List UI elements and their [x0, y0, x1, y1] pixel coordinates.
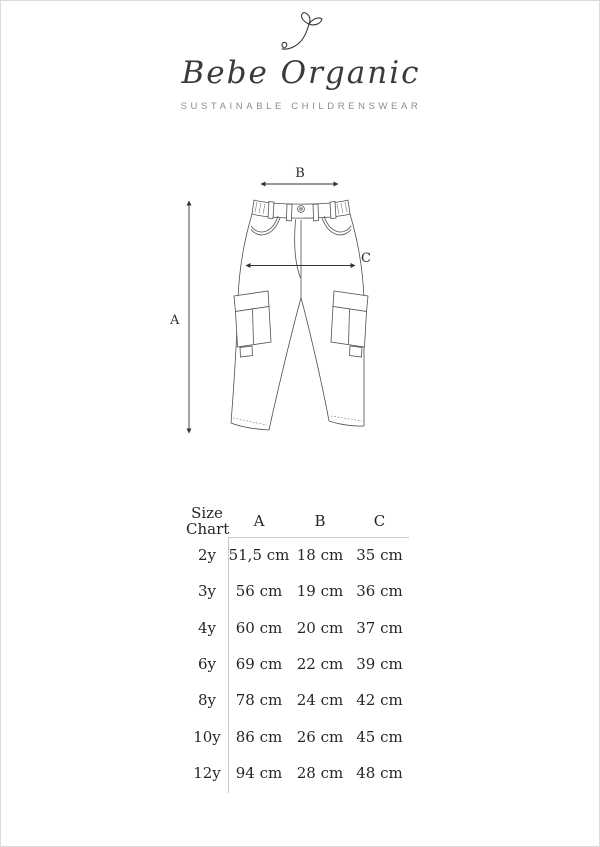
table-row	[166, 537, 409, 573]
measurement-cell-b: 26 cm	[296, 727, 344, 746]
cargo-pocket-right	[331, 291, 368, 357]
size-cell: 2y	[197, 546, 217, 565]
left-hem-stitch	[233, 418, 267, 425]
waist-button	[298, 206, 305, 213]
column-header-b: B	[314, 511, 326, 530]
size-chart-title-line1: Size	[191, 503, 223, 522]
size-cell: 10y	[193, 727, 221, 746]
pants-diagram-svg	[161, 159, 391, 449]
measurement-cell-a: 60 cm	[235, 618, 283, 637]
measurement-cell-a: 51,5 cm	[228, 546, 290, 565]
measurement-label-b: B	[295, 166, 305, 181]
measurement-cell-a: 94 cm	[235, 763, 283, 782]
pants-measurement-diagram	[161, 159, 391, 449]
size-cell: 8y	[197, 691, 217, 710]
right-inseam	[301, 298, 329, 421]
waist-button-inner	[300, 208, 302, 210]
measurement-cell-c: 45 cm	[356, 727, 403, 746]
measurement-cell-b: 19 cm	[296, 582, 344, 601]
measurement-label-a: A	[170, 313, 180, 328]
size-chart-header-row	[166, 504, 409, 537]
measurement-cell-c: 42 cm	[356, 691, 403, 710]
measurement-label-c: C	[361, 251, 371, 266]
size-cell: 12y	[193, 763, 221, 782]
measurement-cell-c: 36 cm	[356, 582, 403, 601]
right-hem-stitch	[331, 416, 362, 421]
table-row	[166, 610, 409, 646]
left-inseam	[269, 298, 301, 430]
column-header-a: A	[253, 511, 265, 530]
measurement-cell-b: 28 cm	[296, 763, 344, 782]
measurement-cell-b: 20 cm	[296, 618, 344, 637]
fly-stitch	[295, 220, 301, 279]
size-cell: 6y	[197, 655, 217, 674]
table-row	[166, 646, 409, 682]
measurement-cell-a: 56 cm	[235, 582, 283, 601]
column-header-c: C	[373, 511, 386, 530]
table-row	[166, 682, 409, 718]
measurement-cell-b: 18 cm	[296, 546, 344, 565]
size-cell: 3y	[197, 582, 217, 601]
size-chart-table	[166, 504, 409, 791]
measurement-cell-c: 37 cm	[356, 618, 403, 637]
measurement-cell-c: 35 cm	[356, 546, 403, 565]
right-hem	[329, 421, 364, 426]
table-top-border	[228, 537, 409, 538]
size-cell: 4y	[197, 618, 217, 637]
measurement-cell-a: 86 cm	[235, 727, 283, 746]
cargo-pocket-left	[234, 291, 271, 357]
measurement-cell-c: 39 cm	[356, 655, 403, 674]
table-row	[166, 718, 409, 754]
pants-drawing	[231, 200, 368, 430]
size-chart-title	[166, 505, 228, 537]
table-row	[166, 573, 409, 609]
measurement-cell-b: 24 cm	[296, 691, 344, 710]
measurement-cell-c: 48 cm	[356, 763, 403, 782]
measurement-cell-a: 78 cm	[235, 691, 283, 710]
brand-tagline: SUSTAINABLE CHILDRENSWEAR	[180, 101, 422, 112]
size-chart-title-line2: Chart	[186, 519, 230, 538]
brand-name: Bebe Organic	[181, 55, 421, 91]
measurement-cell-a: 69 cm	[235, 655, 283, 674]
branch-sprig-icon	[277, 11, 325, 53]
table-left-border	[228, 537, 229, 793]
measurement-cell-b: 22 cm	[296, 655, 344, 674]
table-row	[166, 755, 409, 791]
